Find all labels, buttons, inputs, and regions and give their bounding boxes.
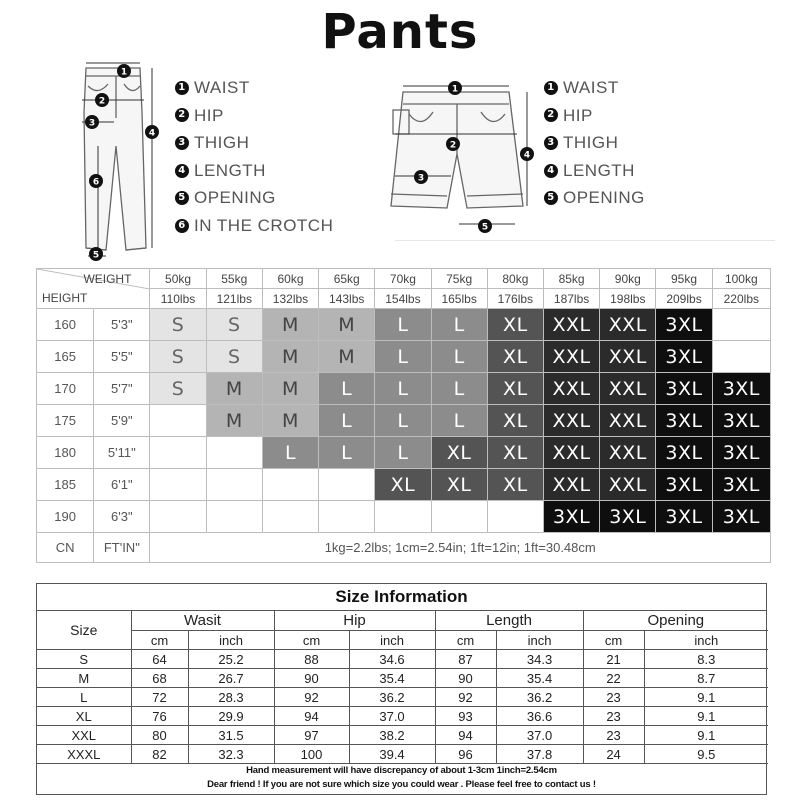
- measure-cell: 24: [583, 745, 644, 764]
- size-cell: 3XL: [712, 501, 770, 533]
- height-ft-cell: 6'1": [94, 469, 150, 501]
- measure-cell: 35.4: [496, 669, 583, 688]
- size-cell: 3XL: [656, 405, 712, 437]
- measure-cell: 100: [274, 745, 349, 764]
- size-name-cell: M: [37, 669, 131, 688]
- size-cell: 3XL: [656, 341, 712, 373]
- weight-kg-cell: 55kg: [206, 269, 262, 289]
- legend-item: 5 OPENING: [175, 184, 333, 212]
- size-cell: XXL: [600, 341, 656, 373]
- measure-cell: 9.5: [644, 745, 768, 764]
- measure-cell: 76: [131, 707, 188, 726]
- measure-cell: 34.6: [349, 650, 435, 669]
- size-cell: XL: [375, 469, 431, 501]
- size-cell: L: [431, 373, 487, 405]
- legend-item: 2 HIP: [175, 102, 333, 130]
- weight-lbs-cell: 121lbs: [206, 289, 262, 309]
- weight-lbs-cell: 220lbs: [712, 289, 770, 309]
- measure-cell: 8.3: [644, 650, 768, 669]
- size-cell: 3XL: [656, 373, 712, 405]
- size-cell: 3XL: [712, 373, 770, 405]
- height-cm-cell: 170: [37, 373, 94, 405]
- size-cell: [150, 501, 206, 533]
- measure-cell: 97: [274, 726, 349, 745]
- measure-cell: 35.4: [349, 669, 435, 688]
- unit-header: inch: [496, 631, 583, 650]
- measure-cell: 36.6: [496, 707, 583, 726]
- size-cell: XXL: [543, 437, 599, 469]
- height-ft-cell: 5'11": [94, 437, 150, 469]
- size-cell: L: [375, 405, 431, 437]
- weight-lbs-cell: 165lbs: [431, 289, 487, 309]
- measure-cell: 23: [583, 707, 644, 726]
- weight-kg-cell: 65kg: [319, 269, 375, 289]
- shorts-num-4: 4: [523, 150, 531, 161]
- weight-lbs-cell: 176lbs: [487, 289, 543, 309]
- size-cell: XL: [431, 469, 487, 501]
- measure-cell: 82: [131, 745, 188, 764]
- pants-num-3: 3: [88, 118, 96, 129]
- measure-cell: 21: [583, 650, 644, 669]
- measure-cell: 9.1: [644, 707, 768, 726]
- size-cell: S: [206, 309, 262, 341]
- measure-cell: 68: [131, 669, 188, 688]
- measure-cell: 32.3: [188, 745, 274, 764]
- size-cell: [150, 405, 206, 437]
- size-cell: M: [319, 341, 375, 373]
- size-information-title: Size Information: [37, 584, 766, 611]
- size-cell: 3XL: [712, 469, 770, 501]
- size-cell: [206, 469, 262, 501]
- size-name-cell: XXXL: [37, 745, 131, 764]
- height-row: [37, 405, 771, 437]
- weight-lbs-cell: 154lbs: [375, 289, 431, 309]
- size-cell: M: [206, 405, 262, 437]
- size-cell: XXL: [543, 373, 599, 405]
- height-row: [37, 341, 771, 373]
- size-cell: L: [319, 405, 375, 437]
- size-cell: [206, 501, 262, 533]
- weight-height-corner: [37, 269, 150, 309]
- measure-cell: 39.4: [349, 745, 435, 764]
- table-row: [37, 745, 768, 764]
- measure-cell: 36.2: [349, 688, 435, 707]
- size-cell: XL: [487, 469, 543, 501]
- size-header: Size: [37, 611, 131, 650]
- size-cell: [262, 501, 318, 533]
- measure-cell: 96: [435, 745, 496, 764]
- size-cell: L: [375, 373, 431, 405]
- size-name-cell: L: [37, 688, 131, 707]
- height-row: [37, 309, 771, 341]
- measure-cell: 28.3: [188, 688, 274, 707]
- group-header: Length: [435, 611, 583, 631]
- divider: [395, 240, 775, 241]
- measure-cell: 64: [131, 650, 188, 669]
- height-ft-cell: 6'3": [94, 501, 150, 533]
- measure-cell: 37.0: [349, 707, 435, 726]
- size-cell: XL: [487, 341, 543, 373]
- size-cell: XXL: [543, 405, 599, 437]
- size-cell: [150, 437, 206, 469]
- size-cell: M: [206, 373, 262, 405]
- unit-header: inch: [349, 631, 435, 650]
- height-ft-cell: 5'3": [94, 309, 150, 341]
- size-cell: L: [375, 341, 431, 373]
- measure-cell: 92: [274, 688, 349, 707]
- unit-header: cm: [131, 631, 188, 650]
- unit-header: inch: [644, 631, 768, 650]
- measure-cell: 29.9: [188, 707, 274, 726]
- group-header: Hip: [274, 611, 435, 631]
- size-cell: M: [262, 373, 318, 405]
- measure-cell: 26.7: [188, 669, 274, 688]
- weight-kg-cell: 80kg: [487, 269, 543, 289]
- size-cell: XXL: [543, 469, 599, 501]
- measure-cell: 23: [583, 688, 644, 707]
- measure-cell: 37.0: [496, 726, 583, 745]
- size-cell: M: [262, 405, 318, 437]
- measure-cell: 93: [435, 707, 496, 726]
- size-information-panel: [36, 583, 767, 795]
- size-cell: [206, 437, 262, 469]
- legend-item: 2 HIP: [544, 102, 645, 130]
- legend-item: 4 LENGTH: [544, 157, 645, 185]
- size-cell: S: [150, 309, 206, 341]
- group-header-row: [37, 611, 768, 631]
- unit-header: cm: [583, 631, 644, 650]
- measure-cell: 37.8: [496, 745, 583, 764]
- group-header: Opening: [583, 611, 768, 631]
- unit-header: cm: [435, 631, 496, 650]
- weight-kg-cell: 100kg: [712, 269, 770, 289]
- measure-cell: 38.2: [349, 726, 435, 745]
- height-row: [37, 501, 771, 533]
- pants-num-4: 4: [148, 128, 156, 139]
- size-cell: 3XL: [600, 501, 656, 533]
- size-cell: [712, 309, 770, 341]
- measure-cell: 8.7: [644, 669, 768, 688]
- weight-kg-row: [37, 269, 771, 289]
- size-cell: 3XL: [656, 309, 712, 341]
- weight-kg-cell: 70kg: [375, 269, 431, 289]
- size-cell: [319, 469, 375, 501]
- size-cell: XXL: [600, 309, 656, 341]
- shorts-diagram-icon: [385, 74, 535, 239]
- weight-lbs-cell: 143lbs: [319, 289, 375, 309]
- height-ft-cell: 5'5": [94, 341, 150, 373]
- pants-diagram-icon: [78, 60, 166, 265]
- measure-cell: 72: [131, 688, 188, 707]
- measure-cell: 87: [435, 650, 496, 669]
- size-cell: XL: [487, 309, 543, 341]
- size-cell: XXL: [600, 469, 656, 501]
- height-ft-cell: 5'7": [94, 373, 150, 405]
- table-row: [37, 726, 768, 745]
- measure-cell: 25.2: [188, 650, 274, 669]
- measure-cell: 90: [274, 669, 349, 688]
- shorts-num-1: 1: [451, 84, 459, 95]
- legend-item: 1 WAIST: [175, 74, 333, 102]
- measure-cell: 22: [583, 669, 644, 688]
- table-row: [37, 688, 768, 707]
- shorts-num-2: 2: [449, 140, 457, 151]
- size-name-cell: XL: [37, 707, 131, 726]
- size-cell: XL: [487, 437, 543, 469]
- legend-item: 5 OPENING: [544, 184, 645, 212]
- height-cm-cell: 165: [37, 341, 94, 373]
- unit-header: inch: [188, 631, 274, 650]
- size-information-table: [37, 611, 768, 764]
- size-cell: S: [150, 341, 206, 373]
- size-cell: 3XL: [712, 405, 770, 437]
- measure-cell: 80: [131, 726, 188, 745]
- size-cell: L: [375, 309, 431, 341]
- size-cell: 3XL: [712, 437, 770, 469]
- height-cm-cell: 175: [37, 405, 94, 437]
- measure-cell: 23: [583, 726, 644, 745]
- measure-cell: 92: [435, 688, 496, 707]
- size-cell: M: [262, 309, 318, 341]
- size-cell: S: [206, 341, 262, 373]
- size-cell: M: [319, 309, 375, 341]
- shorts-num-5: 5: [481, 222, 489, 233]
- size-cell: XXL: [600, 373, 656, 405]
- size-cell: XXL: [543, 341, 599, 373]
- height-row: [37, 469, 771, 501]
- weight-lbs-cell: 209lbs: [656, 289, 712, 309]
- size-cell: [375, 501, 431, 533]
- size-cell: S: [150, 373, 206, 405]
- height-label: HEIGHT: [42, 291, 88, 305]
- conversion-note: 1kg=2.2lbs; 1cm=2.54in; 1ft=12in; 1ft=30.48cm: [150, 533, 771, 563]
- legend-item: 4 LENGTH: [175, 157, 333, 185]
- page-title: Pants: [321, 4, 479, 60]
- size-name-cell: S: [37, 650, 131, 669]
- unit-header: cm: [274, 631, 349, 650]
- weight-kg-cell: 75kg: [431, 269, 487, 289]
- size-cell: [262, 469, 318, 501]
- size-cell: L: [431, 309, 487, 341]
- size-cell: L: [431, 341, 487, 373]
- size-name-cell: XXL: [37, 726, 131, 745]
- group-header: Wasit: [131, 611, 274, 631]
- size-cell: [712, 341, 770, 373]
- footer-row: [37, 533, 771, 563]
- legend-item: 3 THIGH: [175, 129, 333, 157]
- pants-legend: [175, 74, 333, 240]
- height-cm-cell: 185: [37, 469, 94, 501]
- measure-cell: 9.1: [644, 688, 768, 707]
- weight-kg-cell: 95kg: [656, 269, 712, 289]
- ft-in-label: FT'IN": [94, 533, 150, 563]
- measure-cell: 90: [435, 669, 496, 688]
- size-cell: L: [319, 373, 375, 405]
- size-cell: XXL: [543, 309, 599, 341]
- table-row: [37, 707, 768, 726]
- height-cm-cell: 190: [37, 501, 94, 533]
- weight-kg-cell: 60kg: [262, 269, 318, 289]
- size-cell: XL: [487, 373, 543, 405]
- measure-cell: 88: [274, 650, 349, 669]
- height-cm-cell: 180: [37, 437, 94, 469]
- height-ft-cell: 5'9": [94, 405, 150, 437]
- weight-lbs-cell: 132lbs: [262, 289, 318, 309]
- size-cell: 3XL: [656, 469, 712, 501]
- weight-kg-cell: 90kg: [600, 269, 656, 289]
- weight-lbs-cell: 187lbs: [543, 289, 599, 309]
- measure-cell: 34.3: [496, 650, 583, 669]
- size-cell: L: [375, 437, 431, 469]
- table-row: [37, 669, 768, 688]
- pants-num-5: 5: [92, 250, 100, 261]
- size-chart-table: [36, 268, 771, 563]
- size-cell: 3XL: [656, 501, 712, 533]
- height-row: [37, 437, 771, 469]
- size-cell: [319, 501, 375, 533]
- measurement-note: Hand measurement will have discrepancy of about 1-3cm 1inch=2.54cm: [246, 765, 557, 776]
- size-cell: XXL: [600, 437, 656, 469]
- weight-label: WEIGHT: [83, 272, 132, 286]
- height-row: [37, 373, 771, 405]
- legend-item: 6 IN THE CROTCH: [175, 212, 333, 240]
- size-cell: L: [431, 405, 487, 437]
- size-cell: [150, 469, 206, 501]
- weight-lbs-cell: 198lbs: [600, 289, 656, 309]
- pants-num-2: 2: [98, 96, 106, 107]
- unit-header-row: [37, 631, 768, 650]
- size-cell: L: [319, 437, 375, 469]
- shorts-legend: [544, 74, 645, 212]
- contact-note: Dear friend ! If you are not sure which size you could wear . Please feel free to contact us !: [207, 779, 596, 790]
- legend-item: 3 THIGH: [544, 129, 645, 157]
- table-row: [37, 650, 768, 669]
- weight-kg-cell: 85kg: [543, 269, 599, 289]
- size-cell: M: [262, 341, 318, 373]
- height-cm-cell: 160: [37, 309, 94, 341]
- weight-lbs-cell: 110lbs: [150, 289, 206, 309]
- measure-cell: 94: [435, 726, 496, 745]
- legend-item: 1 WAIST: [544, 74, 645, 102]
- size-cell: XXL: [600, 405, 656, 437]
- pants-num-1: 1: [120, 67, 128, 78]
- size-cell: 3XL: [543, 501, 599, 533]
- measure-cell: 94: [274, 707, 349, 726]
- measure-cell: 9.1: [644, 726, 768, 745]
- pants-num-6: 6: [92, 177, 100, 188]
- weight-kg-cell: 50kg: [150, 269, 206, 289]
- size-cell: 3XL: [656, 437, 712, 469]
- shorts-num-3: 3: [417, 173, 425, 184]
- size-cell: [431, 501, 487, 533]
- cn-label: CN: [37, 533, 94, 563]
- measure-cell: 31.5: [188, 726, 274, 745]
- size-cell: L: [262, 437, 318, 469]
- size-cell: [487, 501, 543, 533]
- size-cell: XL: [431, 437, 487, 469]
- size-cell: XL: [487, 405, 543, 437]
- measure-cell: 36.2: [496, 688, 583, 707]
